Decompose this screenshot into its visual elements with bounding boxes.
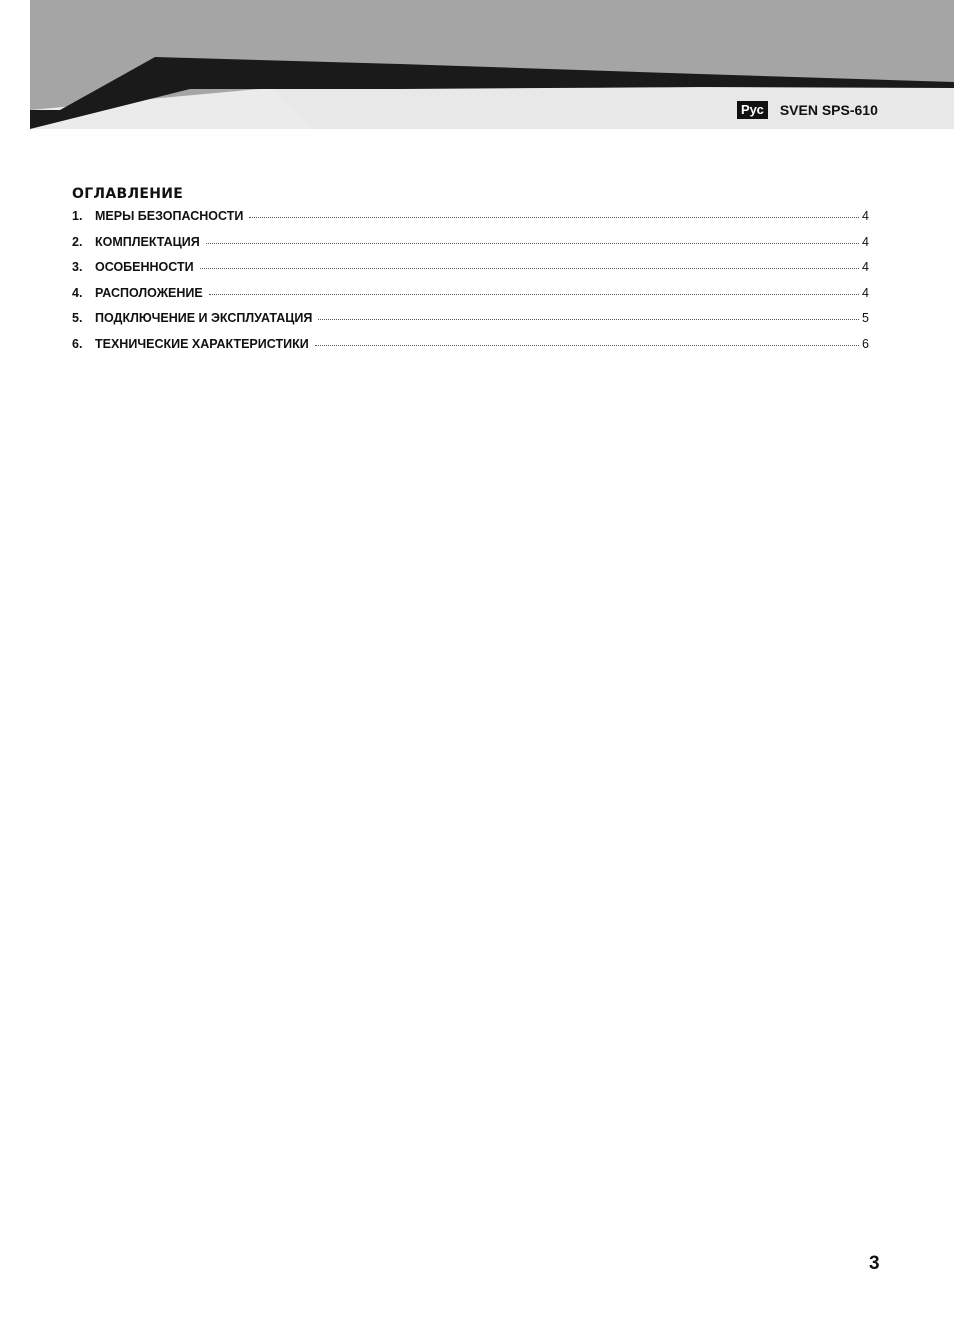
page-number: 3 — [869, 1253, 880, 1274]
toc-leader-dots — [200, 267, 859, 269]
toc-item-page: 4 — [862, 285, 869, 300]
toc-title: ОГЛАВЛЕНИЕ — [72, 186, 184, 202]
toc-item[interactable] — [72, 286, 869, 312]
toc-leader-dots — [249, 216, 859, 218]
toc-item-number: 3. — [72, 260, 83, 274]
table-of-contents — [72, 186, 869, 362]
toc-leader-dots — [318, 318, 859, 320]
toc-leader-dots — [315, 344, 859, 346]
toc-leader-dots — [209, 293, 859, 295]
toc-item-label: ТЕХНИЧЕСКИЕ ХАРАКТЕРИСТИКИ — [95, 336, 309, 351]
toc-item[interactable] — [72, 337, 869, 363]
header-banner-graphic — [0, 0, 954, 140]
toc-item-page: 4 — [862, 209, 869, 223]
toc-item-label: ПОДКЛЮЧЕНИЕ И ЭКСПЛУАТАЦИЯ — [95, 311, 313, 325]
product-model: SVEN SPS-610 — [779, 101, 878, 118]
toc-item-label: КОМПЛЕКТАЦИЯ — [95, 234, 200, 249]
toc-item-label: РАСПОЛОЖЕНИЕ — [95, 285, 203, 300]
toc-item[interactable] — [72, 260, 869, 286]
toc-item-page: 4 — [862, 260, 869, 274]
toc-item-page: 4 — [862, 234, 869, 249]
toc-item-number: 5. — [72, 311, 83, 325]
toc-item[interactable] — [72, 235, 869, 261]
toc-leader-dots — [206, 242, 859, 244]
toc-list — [72, 209, 869, 362]
toc-item-page: 6 — [862, 336, 869, 351]
toc-item-number: 6. — [72, 336, 83, 351]
toc-item-label: ОСОБЕННОСТИ — [95, 260, 194, 274]
toc-item-number: 1. — [72, 209, 83, 223]
header-label — [737, 100, 878, 119]
toc-item-label: МЕРЫ БЕЗОПАСНОСТИ — [95, 209, 244, 223]
toc-item-number: 4. — [72, 285, 83, 300]
toc-item[interactable] — [72, 209, 869, 235]
toc-item-page: 5 — [862, 311, 869, 325]
toc-item-number: 2. — [72, 234, 83, 249]
language-badge: Рус — [737, 101, 768, 119]
toc-item[interactable] — [72, 311, 869, 337]
